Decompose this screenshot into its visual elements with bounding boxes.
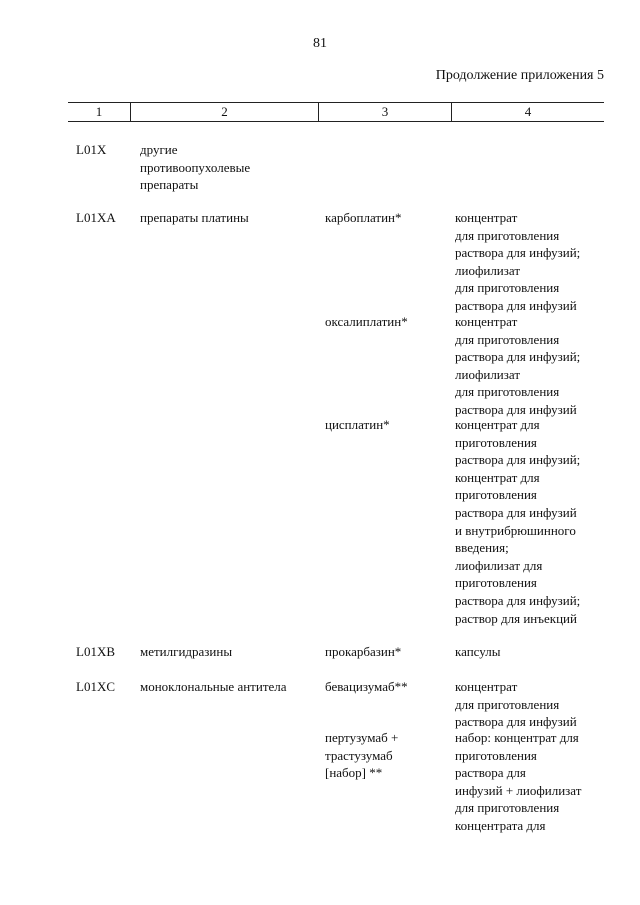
column-header-3: 3 — [318, 103, 451, 121]
drug-name-pertuzumab-trastuzumab: пертузумаб + трастузумаб [набор] ** — [325, 730, 399, 781]
atc-code-l01xb: L01XB — [76, 644, 115, 659]
atc-code-l01xc: L01XC — [76, 679, 115, 694]
page-number: 81 — [313, 36, 327, 51]
dosage-forms-procarbazine: капсулы — [455, 644, 501, 659]
group-name-l01xc: моноклональные антитела — [140, 679, 287, 694]
drug-name-cisplatin: цисплатин* — [325, 417, 390, 432]
dosage-forms-pertuzumab-trastuzumab: набор: концентрат для приготовления раствора для инфузий + лиофилизат для приготовления концентрата для — [455, 730, 582, 833]
drug-name-carboplatin: карбоплатин* — [325, 210, 402, 225]
table-column-header-row — [68, 102, 604, 122]
group-name-l01xb: метилгидразины — [140, 644, 233, 659]
atc-code-l01x: L01X — [76, 142, 107, 157]
column-header-4: 4 — [451, 103, 604, 121]
dosage-forms-carboplatin: концентрат для приготовления раствора для инфузий; лиофилизат для приготовления раствора для инфузий — [455, 210, 581, 313]
group-name-l01xa: препараты платины — [140, 210, 249, 225]
drug-name-bevacizumab: бевацизумаб** — [325, 679, 408, 694]
continuation-heading: Продолжение приложения 5 — [435, 68, 604, 83]
atc-code-l01xa: L01XA — [76, 210, 116, 225]
drug-name-oxaliplatin: оксалиплатин* — [325, 314, 408, 329]
dosage-forms-cisplatin: концентрат для приготовления раствора для инфузий; концентрат для приготовления раствора для инфузий и внутрибрюшинного введения; лиофилизат для приготовления раствора для инфузий; раствор для инъекций — [455, 417, 581, 626]
dosage-forms-oxaliplatin: концентрат для приготовления раствора для инфузий; лиофилизат для приготовления раствора для инфузий — [455, 314, 581, 417]
column-header-2: 2 — [130, 103, 318, 121]
group-name-l01x: другие противоопухолевые препараты — [140, 142, 251, 193]
drug-name-procarbazine: прокарбазин* — [325, 644, 402, 659]
dosage-forms-bevacizumab: концентрат для приготовления раствора для инфузий — [455, 679, 577, 730]
column-header-1: 1 — [95, 104, 103, 119]
